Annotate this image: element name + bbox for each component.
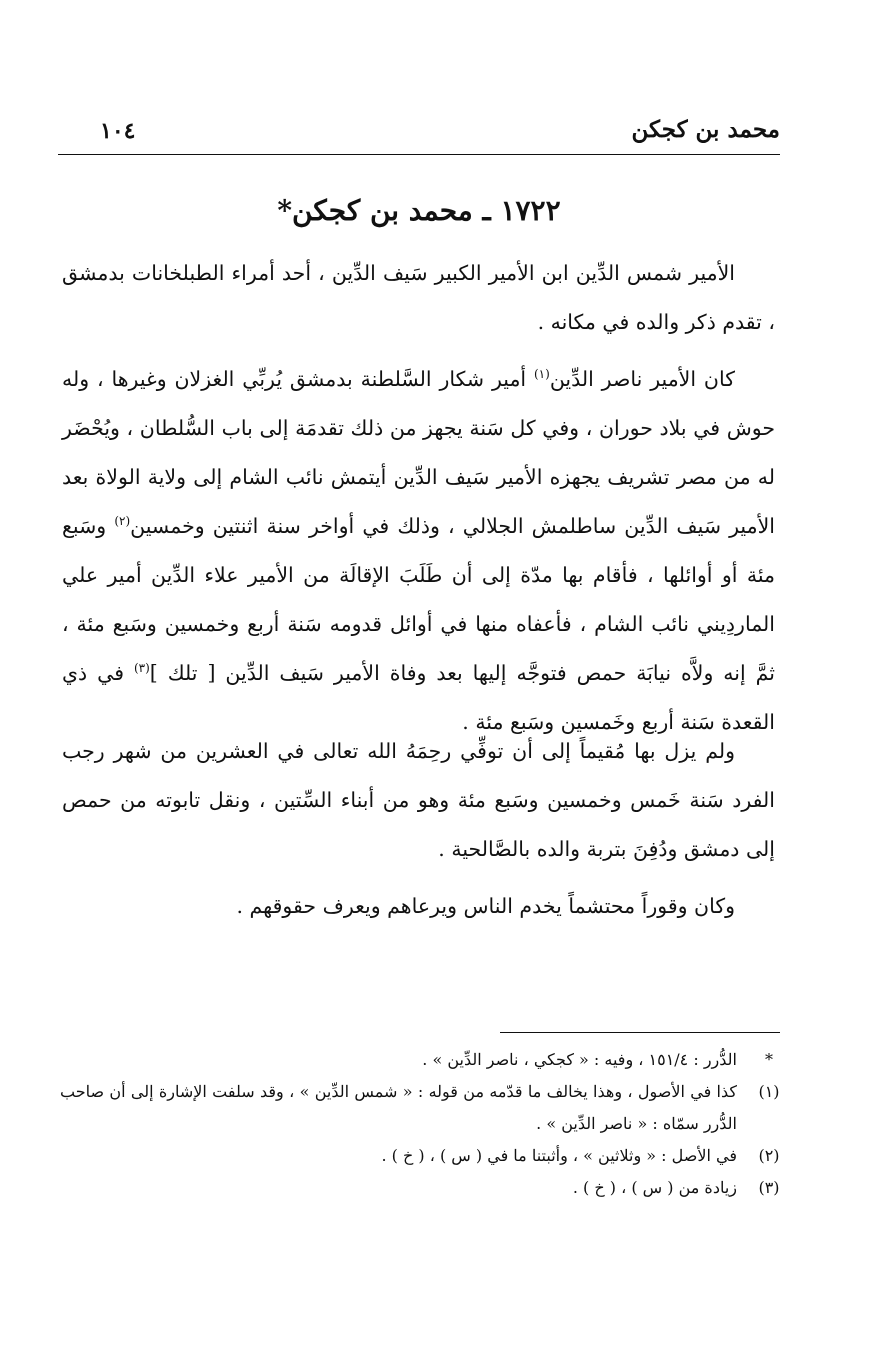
page-header	[58, 112, 780, 154]
footnote-text: الدُّرر : ١٥١/٤ ، وفيه : « كجكي ، ناصر الدِّين » .	[422, 1050, 737, 1069]
paragraph-text	[62, 355, 775, 747]
paragraph-text: وكان وقوراً محتشماً يخدم الناس ويرعاهم ويعرف حقوقهم .	[236, 894, 735, 918]
paragraph-text: ولم يزل بها مُقيماً إلى أن توفِّي رحِمَهُ الله تعالى في العشرين من شهر رجب الفرد سَنة خَمس وخمسين وسَبع مئة وهو من أبناء السِّتين ، ونقل تابوته من حمص إلى دمشق ودُفِنَ بتربة والده بالصَّالحية .	[62, 739, 775, 861]
entry-title: ١٧٢٢ ـ محمد بن كجكن*	[277, 194, 561, 227]
footnote-ref-3: (٣)	[133, 661, 150, 676]
footnote-rule	[500, 1032, 780, 1033]
paragraph-3	[62, 727, 775, 874]
paragraph-segment: أمير شكار السَّلطنة بدمشق يُربِّي الغزلان وغيرها ، وله حوش في بلاد حوران ، وفي كل سَنة يجهز من ذلك تقدمَة إلى باب السُّلطان ، ويُحْضَر له من مصر تشريف يجهزه الأمير سَيف الدِّين أيتمش نائب الشام إلى ولاية الولاة بعد الأمير سَيف الدِّين ساطلمش الجلالي ، وذلك في أواخر سنة اثنتين وخمسين	[62, 367, 775, 538]
footnote-text: في الأصل : « وثلاثين » ، وأثبتنا ما في ( س ) ، ( خ ) .	[381, 1146, 737, 1165]
footnote-mark: (١)	[758, 1082, 780, 1101]
page-number: ١٠٤	[100, 118, 136, 144]
footnote-text: كذا في الأصول ، وهذا يخالف ما قدّمه من قوله : « شمس الدِّين » ، وقد سلفت الإشارة إلى أن صاحب الدُّرر سمّاه : « ناصر الدِّين » .	[60, 1082, 738, 1133]
running-title: محمد بن كجكن	[631, 116, 780, 143]
footnote-mark: (٢)	[758, 1146, 780, 1165]
paragraph-4	[62, 882, 775, 931]
footnote-text: زيادة من ( س ) ، ( خ ) .	[572, 1178, 737, 1197]
footnote	[60, 1172, 785, 1204]
footnote-ref-1: (١)	[533, 367, 550, 382]
paragraph-2	[62, 355, 775, 747]
header-rule	[58, 154, 780, 155]
footnote	[60, 1076, 785, 1140]
footnote-mark: *	[765, 1050, 773, 1069]
paragraph-segment: في ذي القعدة سَنة أربع وخَمسين وسَبع مئة .	[62, 661, 775, 734]
paragraph-segment: وسَبع مئة أو أوائلها ، فأقام بها مدّة إلى أن طَلَبَ الإقالَة من الأمير علاء الدِّين أمير علي الماردِيني نائب الشام ، فأعفاه منها في أوائل قدومه سَنة أربع وخمسين وسَبع مئة ، ثمَّ إنه ولاَّه نيابَة حمص فتوجَّه إليها بعد وفاة الأمير سَيف الدِّين [ تلك ]	[62, 514, 775, 685]
paragraph-1	[62, 249, 775, 347]
footnote	[60, 1044, 785, 1076]
footnote-ref-2: (٢)	[114, 514, 131, 529]
footnote	[60, 1140, 785, 1172]
paragraph-text: الأمير شمس الدِّين ابن الأمير الكبير سَيف الدِّين ، أحد أمراء الطبلخانات بدمشق ، تقدم ذكر والده في مكانه .	[62, 261, 775, 334]
paragraph-segment: كان الأمير ناصر الدِّين	[549, 367, 735, 391]
footnotes	[60, 1044, 785, 1204]
footnote-mark: (٣)	[758, 1178, 780, 1197]
